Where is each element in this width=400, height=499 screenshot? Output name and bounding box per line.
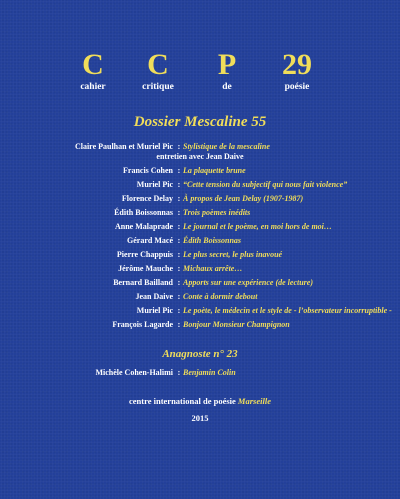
- masthead-col-critique: [123, 48, 193, 92]
- toc-author: Jean Daive: [135, 292, 173, 301]
- toc-title: Conte à dormir debout: [183, 292, 258, 301]
- toc-title: À propos de Jean Delay (1907-1987): [183, 194, 304, 203]
- toc-title: Stylistique de la mescaline: [183, 142, 270, 151]
- toc-entry: [0, 318, 400, 332]
- toc-separator: :: [177, 166, 181, 175]
- toc-separator: :: [177, 320, 181, 329]
- toc-title: Bonjour Monsieur Champignon: [183, 320, 290, 329]
- toc-author: Édith Boissonnas: [114, 208, 173, 217]
- toc-entry: [0, 248, 400, 262]
- masthead-col-cahier: [58, 48, 128, 92]
- toc-title: Édith Boissonnas: [183, 236, 242, 245]
- masthead-word: cahier: [80, 82, 106, 92]
- publisher-name: centre international de poésie: [129, 396, 236, 406]
- toc-author: Pierre Chappuis: [116, 250, 173, 259]
- toc-author: Gérard Macé: [127, 236, 173, 245]
- masthead-word: critique: [142, 82, 174, 92]
- toc-author: Francis Cohen: [123, 166, 173, 175]
- toc-title: “Cette tension du subjectif qui nous fait violence”: [183, 180, 348, 189]
- masthead-letter: P: [217, 48, 237, 81]
- anagnoste-separator: :: [177, 368, 181, 377]
- masthead-letter: C: [147, 48, 169, 81]
- anagnoste-title: Anagnoste n° 23: [162, 348, 238, 360]
- toc-separator: :: [177, 222, 181, 231]
- masthead-col-issue: [262, 48, 332, 92]
- publication-year: 2015: [191, 413, 209, 423]
- toc-author: Bernard Bailland: [113, 278, 173, 287]
- table-of-contents: [0, 140, 400, 332]
- anagnoste-author: Michèle Cohen-Halimi: [95, 368, 173, 377]
- toc-subtitle: entretien avec Jean Daive: [156, 152, 244, 161]
- publisher-line: [0, 396, 400, 406]
- masthead: [0, 48, 400, 98]
- toc-entry: [0, 140, 400, 164]
- toc-title: Michaux arrête…: [183, 264, 243, 273]
- toc-entry: [0, 262, 400, 276]
- toc-entry: [0, 220, 400, 234]
- toc-author: Florence Delay: [121, 194, 173, 203]
- toc-title: Le poète, le médecin et le style de - l’observateur incorruptible -: [183, 306, 392, 315]
- masthead-word: de: [222, 82, 232, 92]
- toc-author: Anne Malaprade: [115, 222, 173, 231]
- toc-separator: :: [177, 236, 181, 245]
- masthead-letter: C: [82, 48, 104, 81]
- toc-separator: :: [177, 208, 181, 217]
- toc-title: Le plus secret, le plus inavoué: [183, 250, 283, 259]
- toc-title: Le journal et le poème, en moi hors de moi…: [183, 222, 332, 231]
- dossier-title: Dossier Mescaline 55: [133, 114, 267, 130]
- masthead-word: poésie: [284, 82, 310, 92]
- toc-author: Jérôme Mauche: [118, 264, 173, 273]
- toc-separator: :: [177, 264, 181, 273]
- toc-separator: :: [177, 194, 181, 203]
- toc-entry: [0, 304, 400, 318]
- toc-separator: :: [177, 180, 181, 189]
- toc-entry: [0, 276, 400, 290]
- publisher-city: Marseille: [237, 396, 271, 406]
- toc-entry: [0, 290, 400, 304]
- toc-entry: [0, 164, 400, 178]
- anagnoste-entry: [0, 366, 400, 380]
- toc-author: Muriel Pic: [136, 180, 173, 189]
- toc-author: Claire Paulhan et Muriel Pic: [74, 142, 173, 151]
- toc-separator: :: [177, 278, 181, 287]
- toc-separator: :: [177, 250, 181, 259]
- toc-entry: [0, 234, 400, 248]
- toc-author: François Lagarde: [112, 320, 173, 329]
- toc-separator: :: [177, 306, 181, 315]
- anagnoste-entry-title: Benjamin Colin: [183, 368, 236, 377]
- toc-entry: [0, 192, 400, 206]
- toc-title: Trois poèmes inédits: [183, 208, 251, 217]
- toc-title: Apports sur une expérience (de lecture): [183, 278, 313, 287]
- toc-title: La plaquette brune: [183, 166, 246, 175]
- toc-entry: [0, 178, 400, 192]
- toc-author: Muriel Pic: [136, 306, 173, 315]
- issue-number: 29: [282, 48, 312, 81]
- toc-separator: :: [177, 142, 181, 151]
- toc-separator: :: [177, 292, 181, 301]
- masthead-col-poesie-letter: [192, 48, 262, 92]
- toc-entry: [0, 206, 400, 220]
